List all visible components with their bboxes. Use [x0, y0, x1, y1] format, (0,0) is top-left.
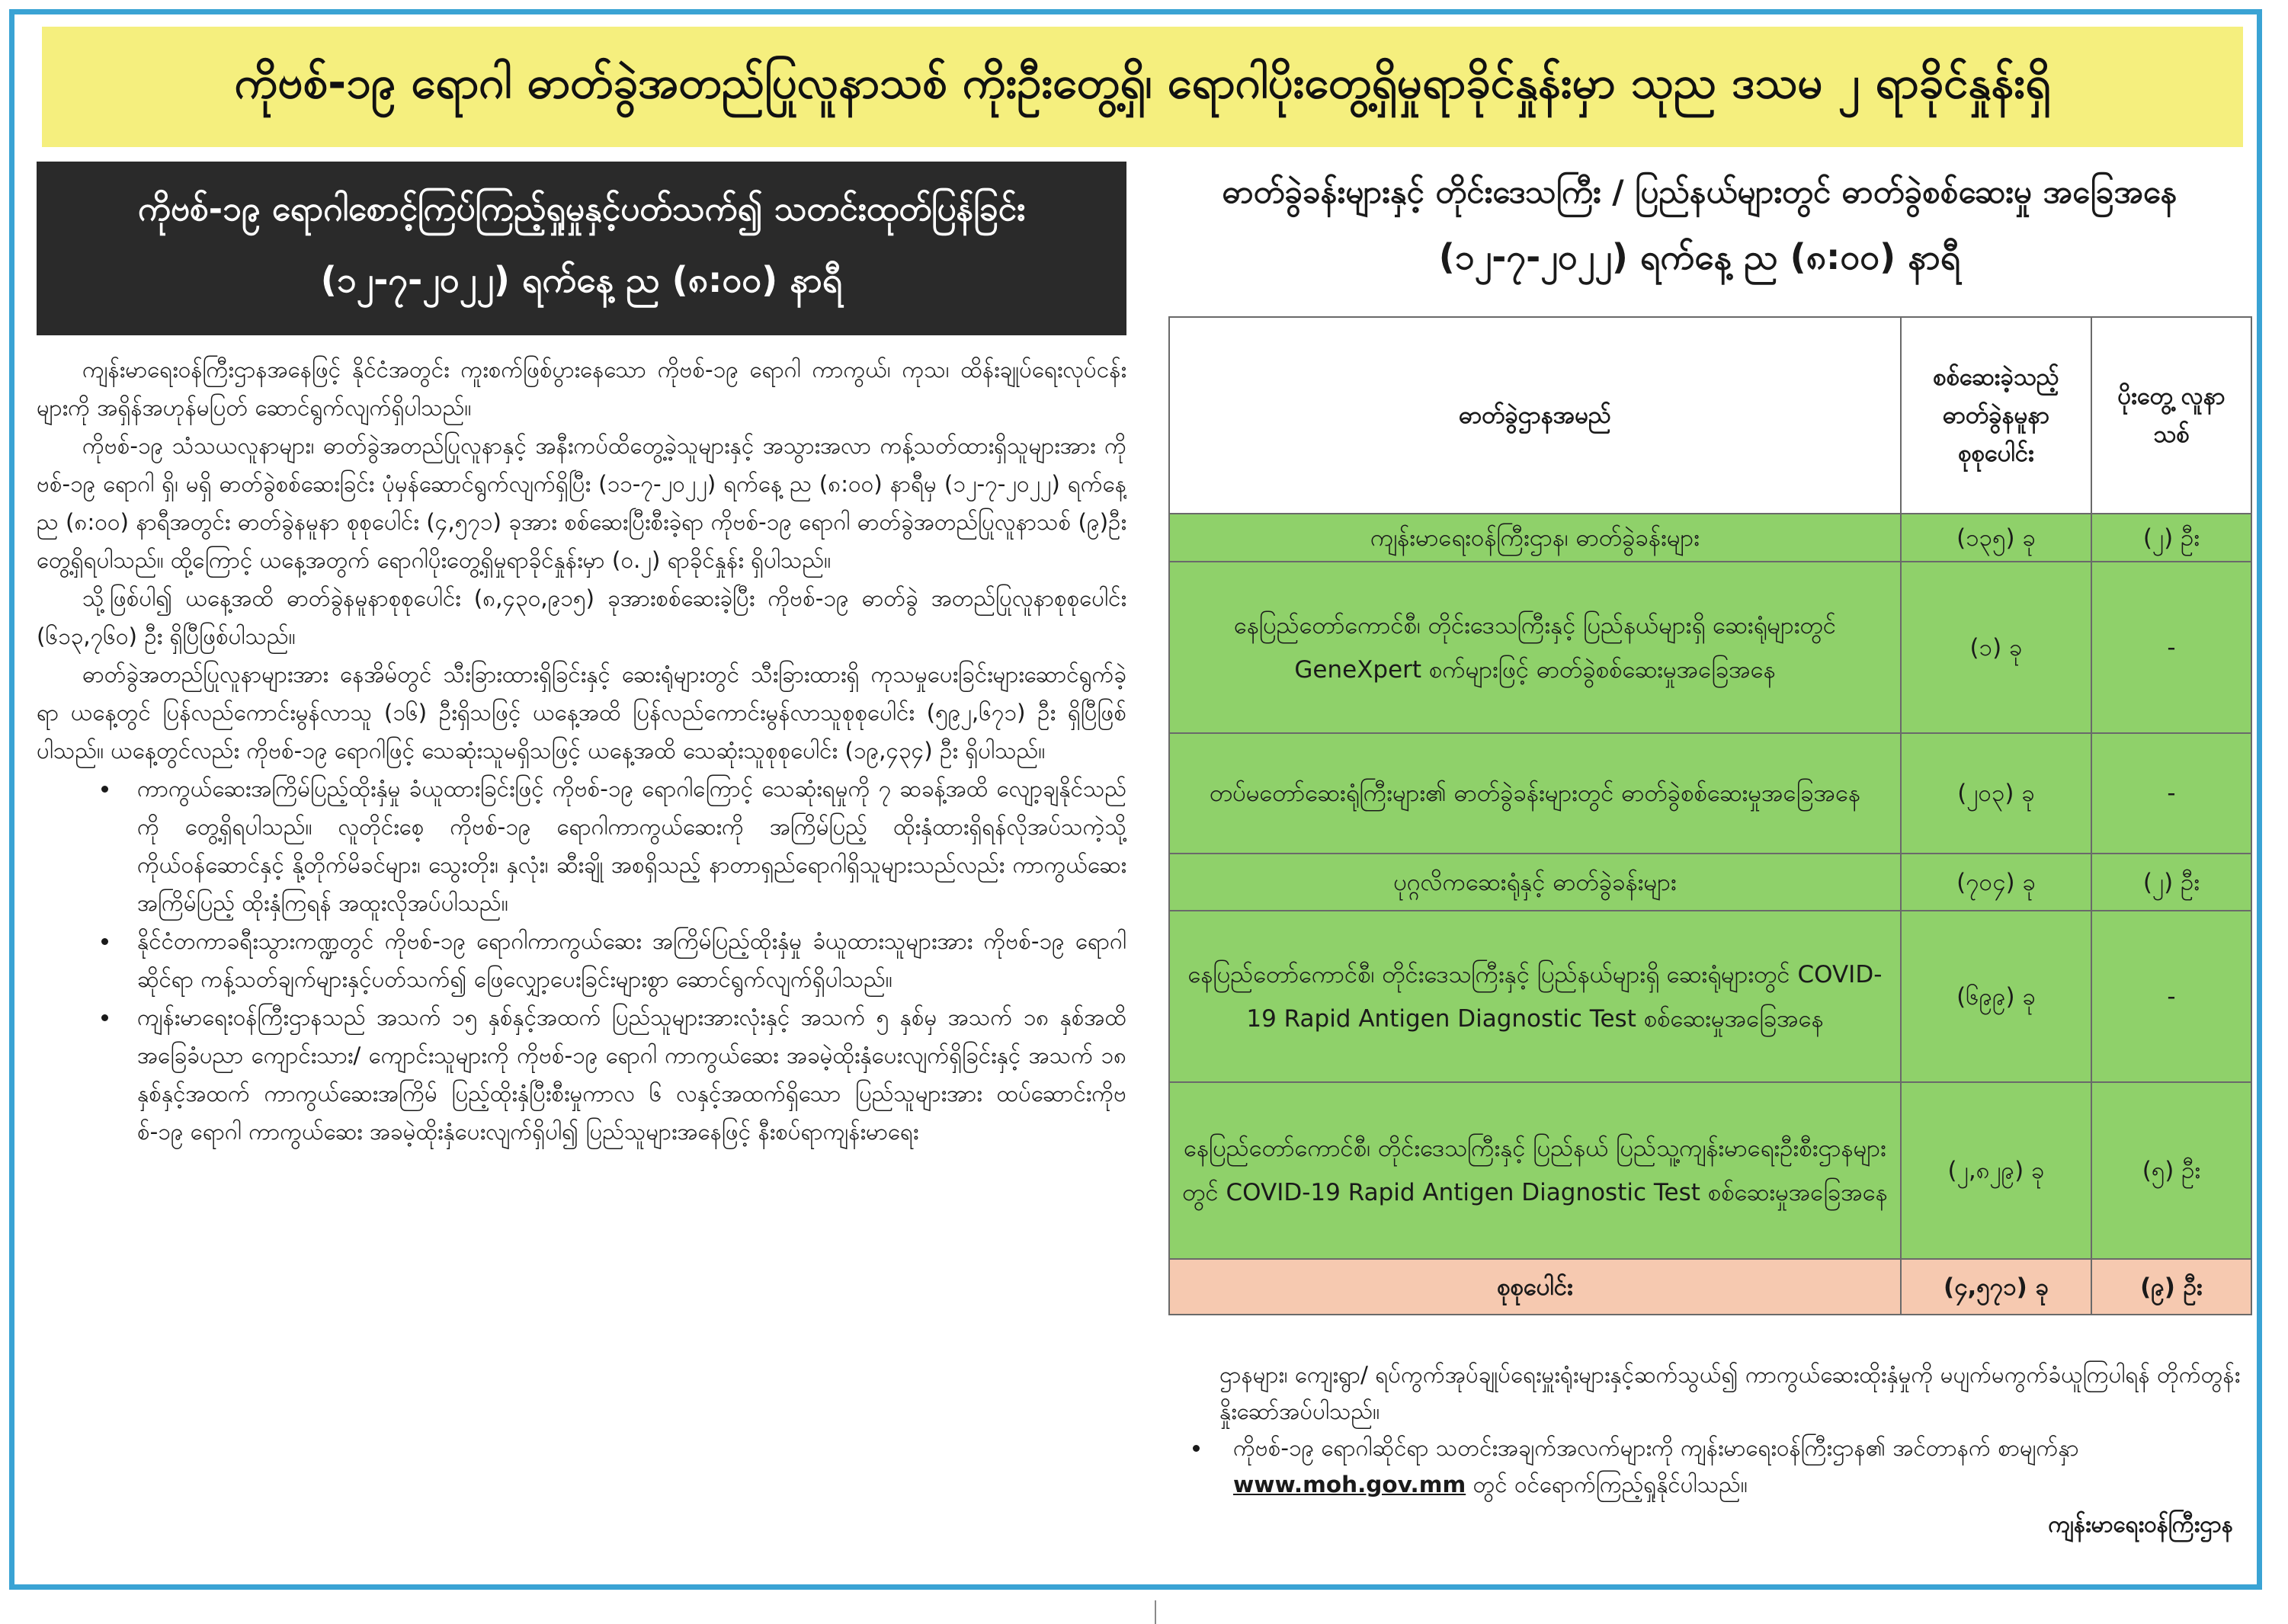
lab-name-cell: ပုဂ္ဂလိကဆေးရုံနှင့် ဓာတ်ခွဲခန်းများ: [1169, 854, 1901, 911]
table-row: [1169, 733, 2251, 854]
advisory-item: • ကာကွယ်ဆေးအကြိမ်ပြည့်ထိုးနှံမှု ခံယူထားခြင်းဖြင့် ကိုဗစ်-၁၉ ရောဂါကြောင့် သေဆုံးရမှုကို ၇ ဆခန့်အထိ လျော့ချနိုင်သည်ကို တွေ့ရှိရပါသည်။ လူတိုင်းစေ့ ကိုဗစ်-၁၉ ရောဂါကာကွယ်ဆေးကို အကြိမ်ပြည့် ထိုးနှံထားရှိရန်လိုအပ်သကဲ့သို့ ကိုယ်ဝန်ဆောင်နှင့် နို့တိုက်မိခင်များ၊ သွေးတိုး၊ နှလုံး၊ ဆီးချို အစရှိသည့် နာတာရှည်ရောဂါရှိသူများသည်လည်း ကာကွယ်ဆေး အကြိမ်ပြည့် ထိုးနှံကြရန် အထူးလိုအပ်ပါသည်။: [120, 770, 1126, 922]
column-divider: [1155, 1600, 1156, 1624]
advisory-item: • ကျန်းမာရေးဝန်ကြီးဌာနသည် အသက် ၁၅ နှစ်နှင့်အထက် ပြည်သူများအားလုံးနှင့် အသက် ၅ နှစ်မှ အသက် ၁၈ နှစ်အထိ အခြေခံပညာ ကျောင်းသား/ ကျောင်းသူများကို ကိုဗစ်-၁၉ ရောဂါ ကာကွယ်ဆေး အခမဲ့ထိုးနှံပေးလျက်ရှိခြင်းနှင့် အသက် ၁၈ နှစ်နှင့်အထက် ကာကွယ်ဆေးအကြိမ် ပြည့်ထိုးနှံပြီးစီးမှုကာလ ၆ လနှင့်အထက်ရှိသော ပြည်သူများအား ထပ်ဆောင်းကိုဗစ်-၁၉ ရောဂါ ကာကွယ်ဆေး အခမဲ့ထိုးနှံပေးလျက်ရှိပါ၍ ပြည်သူများအနေဖြင့် နီးစပ်ရာကျန်းမာရေး: [120, 998, 1126, 1151]
ministry-signature: ကျန်းမာရေးဝန်ကြီးဌာန: [2048, 1511, 2233, 1537]
lab-name-cell: နေပြည်တော်ကောင်စီ၊ တိုင်းဒေသကြီးနှင့် ပြည်နယ်များရှိ ဆေးရုံများတွင် COVID-19 Rapid Antigen Diagnostic Test စစ်ဆေးမှုအခြေအနေ: [1169, 911, 1901, 1082]
positive-cell: (၂) ဦး: [2091, 854, 2251, 911]
header-lab-name: ဓာတ်ခွဲဌာနအမည်: [1169, 317, 1901, 514]
page-bottom-strip: [0, 1600, 2288, 1624]
lab-name-cell: တပ်မတော်ဆေးရုံကြီးများ၏ ဓာတ်ခွဲခန်းများတွင် ဓာတ်ခွဲစစ်ဆေးမှုအခြေအနေ: [1169, 733, 1901, 854]
total-positive-cell: (၉) ဦး: [2091, 1259, 2251, 1315]
positive-cell: -: [2091, 911, 2251, 1082]
paragraph: ကျန်းမာရေးဝန်ကြီးဌာနအနေဖြင့် နိုင်ငံအတွင်း ကူးစက်ဖြစ်ပွားနေသော ကိုဗစ်-၁၉ ရောဂါ ကာကွယ်၊ ကုသ၊ ထိန်းချုပ်ရေးလုပ်ငန်းများကို အရှိန်အဟုန်မပြတ် ဆောင်ရွက်လျက်ရှိပါသည်။: [37, 357, 1126, 421]
info-text-end: တွင် ဝင်ရောက်ကြည့်ရှုနိုင်ပါသည်။: [1466, 1472, 1748, 1497]
samples-cell: (၁၃၅) ခု: [1901, 514, 2091, 562]
continuation-text: ဌာနများ၊ ကျေးရွာ/ ရပ်ကွက်အုပ်ချုပ်ရေးမှူးရုံးများနှင့်ဆက်သွယ်၍ ကာကွယ်ဆေးထိုးနှံမှုကို မပျက်မကွက်ခံယူကြပါရန် တိုက်တွန်းနှိုးဆော်အပ်ပါသည်။: [1219, 1362, 2241, 1424]
table-row: [1169, 514, 2251, 562]
header-samples-tested: စစ်ဆေးခဲ့သည့် ဓာတ်ခွဲနမူနာ စုစုပေါင်း: [1901, 317, 2091, 514]
press-release-title: ကိုဗစ်-၁၉ ရောဂါစောင့်ကြပ်ကြည့်ရှုမှုနှင့်ပတ်သက်၍ သတင်းထုတ်ပြန်ခြင်း: [137, 189, 1026, 229]
table-header-row: [1169, 317, 2251, 514]
headline-banner: [42, 27, 2243, 147]
samples-cell: (၂၀၃) ခု: [1901, 733, 2091, 854]
positive-cell: -: [2091, 733, 2251, 854]
paragraph: ဓာတ်ခွဲအတည်ပြုလူနာများအား နေအိမ်တွင် သီးခြားထားရှိခြင်းနှင့် ဆေးရုံများတွင် သီးခြားထားရှိ ကုသမှုပေးခြင်းများဆောင်ရွက်ခဲ့ရာ ယနေ့တွင် ပြန်လည်ကောင်းမွန်လာသူ (၁၆) ဦးရှိသဖြင့် ယနေ့အထိ ပြန်လည်ကောင်းမွန်လာသူစုစုပေါင်း (၅၉၂,၆၇၁) ဦး ရှိပြီဖြစ်ပါသည်။ ယနေ့တွင်လည်း ကိုဗစ်-၁၉ ရောဂါဖြင့် သေဆုံးသူမရှိသဖြင့် ယနေ့အထိ သေဆုံးသူစုစုပေါင်း (၁၉,၄၃၄) ဦး ရှိပါသည်။: [37, 661, 1126, 764]
lab-name-cell: နေပြည်တော်ကောင်စီ၊ တိုင်းဒေသကြီးနှင့် ပြည်နယ်များရှိ ဆေးရုံများတွင် GeneXpert စက်များဖြင့် ဓာတ်ခွဲစစ်ဆေးမှုအခြေအနေ: [1169, 562, 1901, 733]
total-samples-cell: (၄,၅၇၁) ခု: [1901, 1259, 2091, 1315]
positive-cell: (၂) ဦး: [2091, 514, 2251, 562]
table-row: [1169, 911, 2251, 1082]
samples-cell: (၆၉၉) ခု: [1901, 911, 2091, 1082]
lab-name-cell: ကျန်းမာရေးဝန်ကြီးဌာန၊ ဓာတ်ခွဲခန်းများ: [1169, 514, 1901, 562]
lab-status-title: ဓာတ်ခွဲခန်းများနှင့် တိုင်းဒေသကြီး / ပြည်နယ်များတွင် ဓာတ်ခွဲစစ်ဆေးမှု အခြေအနေ: [1222, 173, 2177, 210]
samples-cell: (၁) ခု: [1901, 562, 2091, 733]
press-release-continuation: [1189, 1357, 2256, 1585]
total-label-cell: စုစုပေါင်း: [1169, 1259, 1901, 1315]
lab-status-date: (၁၂-၇-၂၀၂၂) ရက်နေ့ ည (၈:၀၀) နာရီ: [1438, 236, 1961, 277]
paragraph: သို့ဖြစ်ပါ၍ ယနေ့အထိ ဓာတ်ခွဲနမူနာစုစုပေါင်း (၈,၄၃၀,၉၁၅) ခုအားစစ်ဆေးခဲ့ပြီး ကိုဗစ်-၁၉ ဓာတ်ခွဲ အတည်ပြုလူနာစုစုပေါင်း (၆၁၃,၇၆၀) ဦး ရှိပြီဖြစ်ပါသည်။: [37, 585, 1126, 649]
header-new-positive: ပိုးတွေ့ လူနာသစ်: [2091, 317, 2251, 514]
positive-cell: (၅) ဦး: [2091, 1082, 2251, 1259]
table-row: [1169, 562, 2251, 733]
headline-title: ကိုဗစ်-၁၉ ရောဂါ ဓာတ်ခွဲအတည်ပြုလူနာသစ် ကိုးဦးတွေ့ရှိ၊ ရောဂါပိုးတွေ့ရှိမှုရာခိုင်နှုန်းမှာ သုည ဒသမ ၂ ရာခိုင်နှုန်းရှိ: [234, 56, 2051, 108]
paragraph: ကိုဗစ်-၁၉ သံသယလူနာများ၊ ဓာတ်ခွဲအတည်ပြုလူနာနှင့် အနီးကပ်ထိတွေ့ခဲ့သူများနှင့် အသွားအလာ ကန့်သတ်ထားရှိသူများအား ကိုဗစ်-၁၉ ရောဂါ ရှိ၊ မရှိ ဓာတ်ခွဲစစ်ဆေးခြင်း ပုံမှန်ဆောင်ရွက်လျက်ရှိပြီး (၁၁-၇-၂၀၂၂) ရက်နေ့ ည (၈:၀၀) နာရီမှ (၁၂-၇-၂၀၂၂) ရက်နေ့ ည (၈:၀၀) နာရီအတွင်း ဓာတ်ခွဲနမူနာ စုစုပေါင်း (၄,၅၇၁) ခုအား စစ်ဆေးပြီးစီးခဲ့ရာ ကိုဗစ်-၁၉ ရောဂါ ဓာတ်ခွဲအတည်ပြုလူနာသစ် (၉)ဦး တွေ့ရှိရပါသည်။ ထို့ကြောင့် ယနေ့အတွက် ရောဂါပိုးတွေ့ရှိမှုရာခိုင်နှုန်းမှာ (၀.၂) ရာခိုင်နှုန်း ရှိပါသည်။: [37, 433, 1126, 573]
press-release-header: [37, 162, 1126, 335]
press-release-body: [37, 351, 1126, 1570]
lab-status-header: [1143, 171, 2256, 297]
moh-website-link[interactable]: www.moh.gov.mm: [1233, 1472, 1466, 1497]
advisory-list: [37, 770, 1126, 1151]
lab-name-cell: နေပြည်တော်ကောင်စီ၊ တိုင်းဒေသကြီးနှင့် ပြည်နယ် ပြည်သူ့ကျန်းမာရေးဦးစီးဌာနများတွင် COVID-19 Rapid Antigen Diagnostic Test စစ်ဆေးမှုအခြေအနေ: [1169, 1082, 1901, 1259]
table-row: [1169, 854, 2251, 911]
samples-cell: (၂,၈၂၉) ခု: [1901, 1082, 2091, 1259]
press-release-date: (၁၂-၇-၂၀၂၂) ရက်နေ့ ည (၈:၀၀) နာရီ: [320, 258, 843, 300]
info-item: [1212, 1430, 2256, 1503]
table-row: [1169, 1082, 2251, 1259]
positive-cell: -: [2091, 562, 2251, 733]
info-text: ကိုဗစ်-၁၉ ရောဂါဆိုင်ရာ သတင်းအချက်အလက်များကို ကျန်းမာရေးဝန်ကြီးဌာန၏ အင်တာနက် စာမျက်နှာ: [1233, 1435, 2079, 1461]
samples-cell: (၇၀၄) ခု: [1901, 854, 2091, 911]
lab-testing-table: [1168, 316, 2252, 1315]
table-total-row: [1169, 1259, 2251, 1315]
info-list: [1189, 1430, 2256, 1503]
advisory-item: • နိုင်ငံတကာခရီးသွားကဏ္ဍတွင် ကိုဗစ်-၁၉ ရောဂါကာကွယ်ဆေး အကြိမ်ပြည့်ထိုးနှံမှု ခံယူထားသူများအား ကိုဗစ်-၁၉ ရောဂါဆိုင်ရာ ကန့်သတ်ချက်များနှင့်ပတ်သက်၍ ဖြေလျှော့ပေးခြင်းများစွာ ဆောင်ရွက်လျက်ရှိပါသည်။: [120, 922, 1126, 998]
